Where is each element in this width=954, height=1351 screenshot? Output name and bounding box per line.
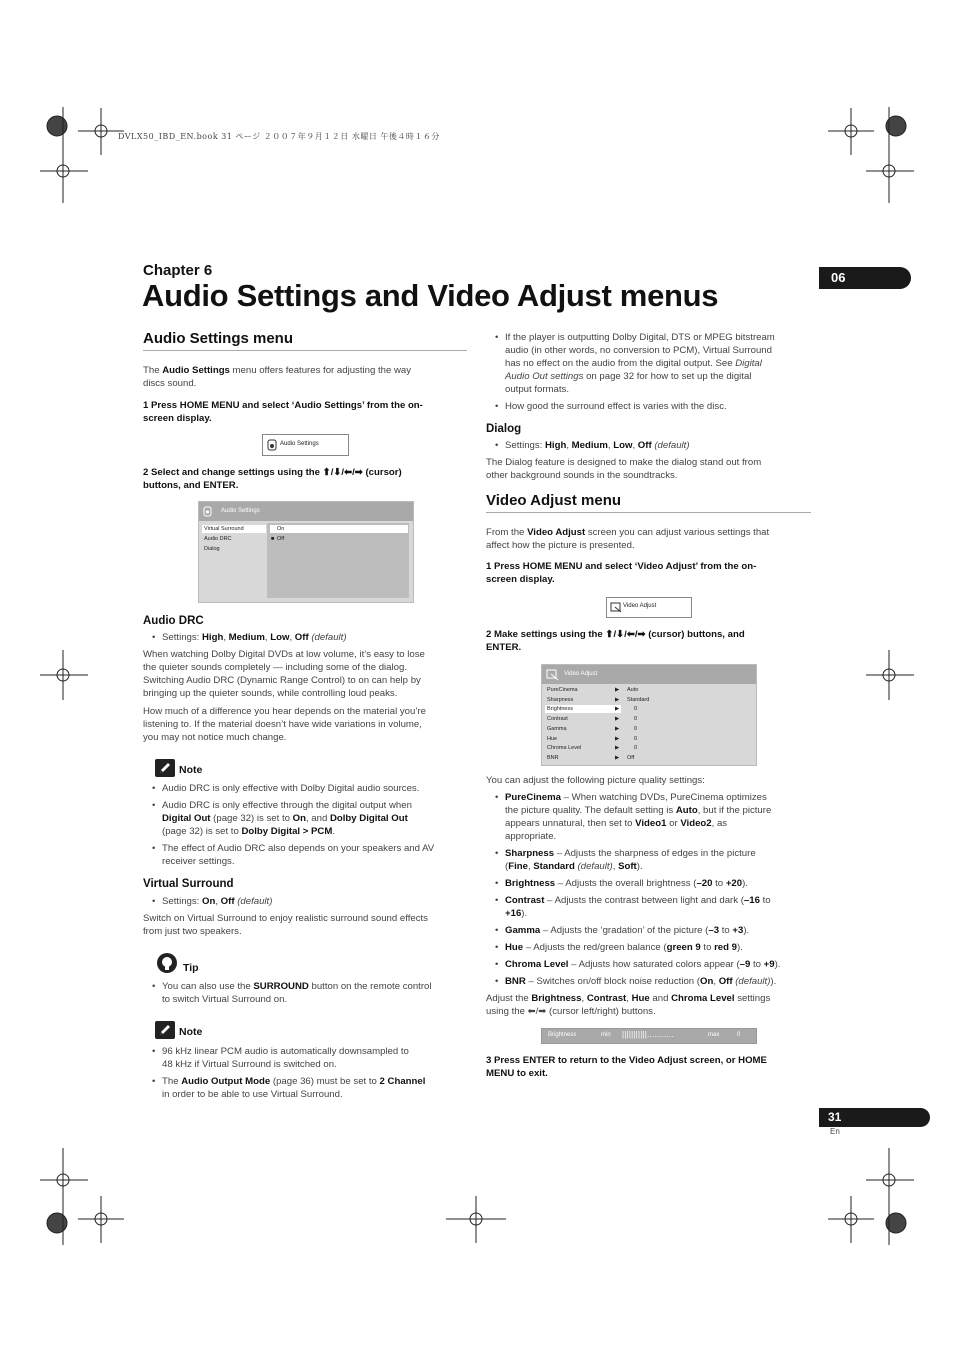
contrast-desc: • Contrast – Adjusts the contrast between light and dark (–16 to +16). bbox=[495, 895, 771, 919]
osd-row-value: 0 bbox=[634, 706, 638, 713]
tip-label: Tip bbox=[183, 962, 199, 974]
video-step-3: 3 Press ENTER to return to the Video Adjust screen, or HOME MENU to exit. bbox=[486, 1055, 767, 1079]
vs-note-1: • 96 kHz linear PCM audio is automatically downsampled to 48 kHz if Virtual Surround is switched on. bbox=[152, 1046, 409, 1070]
video-adjust-intro: From the Video Adjust screen you can adjust various settings that affect how the picture is presented. bbox=[486, 527, 770, 551]
slider-max: max bbox=[708, 1032, 720, 1038]
chapter-label: Chapter 6 bbox=[143, 262, 213, 279]
osd-row-name[interactable]: Brightness bbox=[547, 706, 573, 713]
virtual-surround-settings: • Settings: On, Off (default) bbox=[152, 896, 273, 907]
video-adjust-button[interactable] bbox=[606, 597, 692, 618]
osd-options-panel bbox=[267, 523, 409, 598]
osd-row-arrow: ▶ bbox=[615, 725, 620, 732]
osd-row-value: 0 bbox=[634, 716, 638, 723]
osd-row-name[interactable]: Hue bbox=[547, 735, 558, 742]
osd-option-on[interactable]: On bbox=[277, 526, 285, 532]
vs-right-bullet-2: • How good the surround effect is varies with the disc. bbox=[495, 401, 727, 412]
osd-row-arrow: ▶ bbox=[615, 716, 620, 723]
slider-min: min bbox=[601, 1032, 611, 1038]
osd-row-name[interactable]: PureCinema bbox=[547, 687, 578, 693]
osd-item-dialog[interactable]: Dialog bbox=[204, 546, 220, 552]
osd-row-arrow: ▶ bbox=[615, 687, 620, 693]
brightness-desc: • Brightness – Adjusts the overall brightness (–20 to +20). bbox=[495, 878, 748, 889]
osd-header bbox=[542, 665, 756, 684]
osd-option-bullet: ■ bbox=[271, 536, 275, 542]
video-adjust-icon bbox=[610, 601, 622, 613]
hue-desc: • Hue – Adjusts the red/green balance (green 9 to red 9). bbox=[495, 942, 743, 953]
page-language: En bbox=[830, 1127, 840, 1136]
dialog-heading: Dialog bbox=[486, 423, 522, 435]
slider-value: 0 bbox=[737, 1032, 741, 1038]
osd-row-value: 0 bbox=[634, 735, 638, 742]
osd-header bbox=[199, 502, 413, 521]
osd-row-name[interactable]: Chroma Level bbox=[547, 745, 582, 752]
osd-row-value: 0 bbox=[634, 745, 638, 752]
audio-settings-intro: The Audio Settings menu offers features for adjusting the way discs sound. bbox=[143, 365, 412, 389]
osd-row-value: Standard bbox=[627, 696, 650, 703]
video-step-1: 1 Press HOME MENU and select ‘Video Adjust’ from the on- screen display. bbox=[486, 561, 757, 585]
osd-row-arrow: ▶ bbox=[615, 706, 620, 713]
osd-title: Video Adjust bbox=[564, 671, 598, 677]
dialog-para: The Dialog feature is designed to make the dialog stand out from other background sounds in the soundtracks. bbox=[486, 457, 762, 481]
note-label: Note bbox=[179, 1026, 203, 1038]
osd-title: Audio Settings bbox=[221, 508, 260, 514]
audio-drc-para1: When watching Dolby Digital DVDs at low volume, it’s easy to lose the quieter sounds completely — including some of the dialog. Switching Audio DRC (Dynamic Range Control) to on can help by bringing up the quieter sounds, while controlling loud peaks. bbox=[143, 649, 425, 699]
slider-label: Brightness bbox=[548, 1032, 577, 1038]
video-adjust-icon bbox=[546, 668, 559, 681]
audio-settings-button-label: Audio Settings bbox=[280, 441, 319, 447]
audio-settings-osd bbox=[198, 501, 414, 603]
osd-option-off[interactable]: Off bbox=[277, 536, 285, 542]
osd-item-virtual-surround[interactable]: Virtual Surround bbox=[204, 526, 244, 532]
vs-tip: • You can also use the SURROUND button on the remote control to switch Virtual Surround on. bbox=[152, 981, 432, 1005]
video-adjust-heading: Video Adjust menu bbox=[486, 492, 622, 509]
chapter-number: 06 bbox=[831, 270, 846, 285]
note-label: Note bbox=[179, 764, 203, 776]
settings-intro: You can adjust the following picture quality settings: bbox=[486, 775, 705, 786]
audio-step-2: 2 Select and change settings using the ⬆/⬇/⬅/➡ (cursor) buttons, and ENTER. bbox=[143, 467, 402, 491]
audio-drc-settings: • Settings: High, Medium, Low, Off (default) bbox=[152, 632, 347, 643]
osd-item-audio-drc[interactable]: Audio DRC bbox=[204, 536, 232, 542]
speaker-icon bbox=[267, 439, 277, 451]
drc-note-2: • Audio DRC is only effective through the digital output when Digital Out (page 32) is set to On, and Dolby Digital Out (page 32) is set to Dolby Digital > PCM. bbox=[152, 800, 412, 837]
vs-note-2: • The Audio Output Mode (page 36) must be set to 2 Channel in order to be able to use Virtual Surround. bbox=[152, 1076, 426, 1100]
sharpness-desc: • Sharpness – Adjusts the sharpness of edges in the picture (Fine, Standard (default), Soft). bbox=[495, 848, 756, 872]
tip-icon bbox=[155, 952, 179, 976]
virtual-surround-para: Switch on Virtual Surround to enjoy realistic surround sound effects from just two speakers. bbox=[143, 913, 428, 937]
video-adjust-osd bbox=[541, 664, 757, 766]
bnr-desc: • BNR – Switches on/off block noise reduction (On, Off (default)). bbox=[495, 976, 777, 987]
chapter-tab bbox=[819, 267, 911, 289]
osd-row-arrow: ▶ bbox=[615, 735, 620, 742]
osd-row-name[interactable]: Contrast bbox=[547, 716, 568, 723]
print-header: DVLX50_IBD_EN.book 31 ページ ２００７年９月１２日 水曜日 午後４時１６分 bbox=[118, 132, 440, 141]
vs-right-bullet-1: • If the player is outputting Dolby Digital, DTS or MPEG bitstream audio (in other words, no conversion to PCM), Virtual Surround has no effect on the audio from the digital output. See Digital Audio Out settings on page 32 for how to set up the digital output formats. bbox=[495, 332, 775, 395]
drc-note-1: • Audio DRC is only effective with Dolby Digital audio sources. bbox=[152, 783, 420, 794]
video-step-2: 2 Make settings using the ⬆/⬇/⬅/➡ (cursor) buttons, and ENTER. bbox=[486, 629, 745, 653]
section-rule bbox=[486, 512, 811, 513]
virtual-surround-heading: Virtual Surround bbox=[143, 878, 234, 890]
brightness-slider[interactable] bbox=[541, 1028, 757, 1044]
audio-drc-para2: How much of a difference you hear depends on the material you’re listening to. If the material doesn’t have wide variations in volume, you may not notice much change. bbox=[143, 706, 427, 743]
audio-settings-button[interactable] bbox=[262, 434, 349, 456]
purecinema-desc: • PureCinema – When watching DVDs, PureCinema optimizes the picture quality. The default setting is Auto, but if the picture appears unnatural, then set to Video1 or Video2, as appropriate. bbox=[495, 792, 772, 842]
drc-note-3: • The effect of Audio DRC also depends on your speakers and AV receiver settings. bbox=[152, 843, 435, 867]
slider-track[interactable]: |||||||||||........... bbox=[622, 1030, 674, 1039]
osd-row-arrow: ▶ bbox=[615, 754, 620, 761]
osd-row-value: Auto bbox=[627, 687, 639, 693]
audio-settings-heading: Audio Settings menu bbox=[143, 330, 293, 347]
chapter-title: Audio Settings and Video Adjust menus bbox=[142, 278, 719, 313]
audio-step-1: 1 Press HOME MENU and select ‘Audio Settings’ from the on- screen display. bbox=[143, 400, 423, 424]
page-number-tab bbox=[819, 1108, 930, 1127]
osd-row-value: 0 bbox=[634, 725, 638, 732]
section-rule bbox=[143, 350, 467, 351]
chroma-level-desc: • Chroma Level – Adjusts how saturated colors appear (–9 to +9). bbox=[495, 959, 781, 970]
note-icon bbox=[155, 759, 175, 777]
osd-option-highlight bbox=[270, 525, 408, 533]
note-icon bbox=[155, 1021, 175, 1039]
gamma-desc: • Gamma – Adjusts the ‘gradation’ of the picture (–3 to +3). bbox=[495, 925, 750, 936]
osd-row-name[interactable]: BNR bbox=[547, 754, 559, 761]
video-adjust-button-label: Video Adjust bbox=[623, 603, 657, 609]
page-number: 31 bbox=[828, 1110, 842, 1124]
osd-row-arrow: ▶ bbox=[615, 745, 620, 752]
osd-row-name[interactable]: Gamma bbox=[547, 725, 567, 732]
speaker-icon bbox=[203, 506, 212, 517]
osd-row-value: Off bbox=[627, 754, 635, 761]
osd-row-arrow: ▶ bbox=[615, 696, 620, 703]
audio-drc-heading: Audio DRC bbox=[143, 615, 204, 627]
dialog-settings: • Settings: High, Medium, Low, Off (default) bbox=[495, 440, 690, 451]
osd-row-name[interactable]: Sharpness bbox=[547, 696, 574, 703]
adjust-instructions: Adjust the Brightness, Contrast, Hue and Chroma Level settings using the ⬅/➡ (cursor left/right) buttons. bbox=[486, 993, 771, 1017]
